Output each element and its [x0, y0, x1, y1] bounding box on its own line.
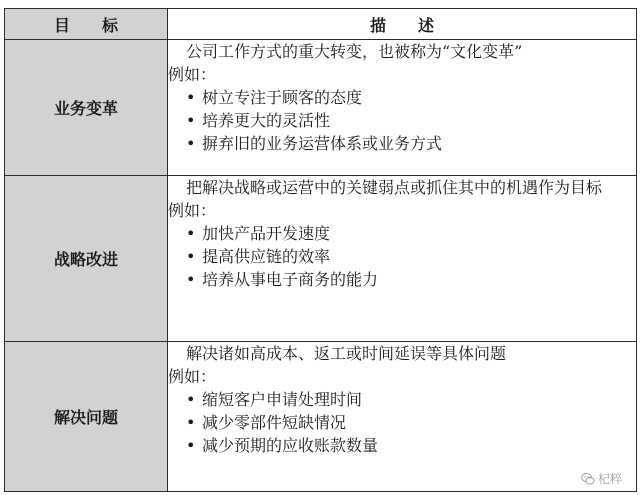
- list-item: • 减少零部件短缺情况: [186, 411, 636, 434]
- description-column-header: 描 述: [168, 9, 637, 40]
- table-row: [5, 176, 637, 342]
- list-item: • 树立专注于顾客的态度: [186, 86, 636, 109]
- example-list: [168, 222, 636, 291]
- example-label: 例如：: [168, 367, 217, 386]
- example-label: 例如：: [168, 201, 217, 220]
- description-intro: 解决诸如高成本、返工或时间延误等具体问题: [186, 344, 507, 363]
- description-cell: [168, 40, 637, 176]
- example-list: [168, 86, 636, 155]
- list-item: • 培养从事电子商务的能力: [186, 268, 636, 291]
- example-list: [168, 388, 636, 457]
- goals-table: [4, 8, 637, 492]
- description-cell: [168, 176, 637, 342]
- wechat-icon: [581, 472, 595, 486]
- table-row: [5, 40, 637, 176]
- goal-column-header: 目 标: [5, 9, 168, 40]
- watermark: [581, 470, 622, 487]
- header-row: [5, 9, 637, 40]
- goal-cell: 业务变革: [5, 40, 168, 176]
- table-row: [5, 342, 637, 492]
- goal-cell: 解决问题: [5, 342, 168, 492]
- list-item: • 摒弃旧的业务运营体系或业务方式: [186, 132, 636, 155]
- description-cell: [168, 342, 637, 492]
- list-item: • 减少预期的应收账款数量: [186, 434, 636, 457]
- list-item: • 加快产品开发速度: [186, 222, 636, 245]
- description-intro: 公司工作方式的重大转变，也被称为“文化变革”: [186, 42, 523, 61]
- watermark-text: 杞粹: [597, 472, 622, 486]
- list-item: • 培养更大的灵活性: [186, 109, 636, 132]
- example-label: 例如：: [168, 65, 217, 84]
- description-intro: 把解决战略或运营中的关键弱点或抓住其中的机遇作为目标: [186, 178, 603, 197]
- list-item: • 提高供应链的效率: [186, 245, 636, 268]
- goal-cell: 战略改进: [5, 176, 168, 342]
- list-item: • 缩短客户申请处理时间: [186, 388, 636, 411]
